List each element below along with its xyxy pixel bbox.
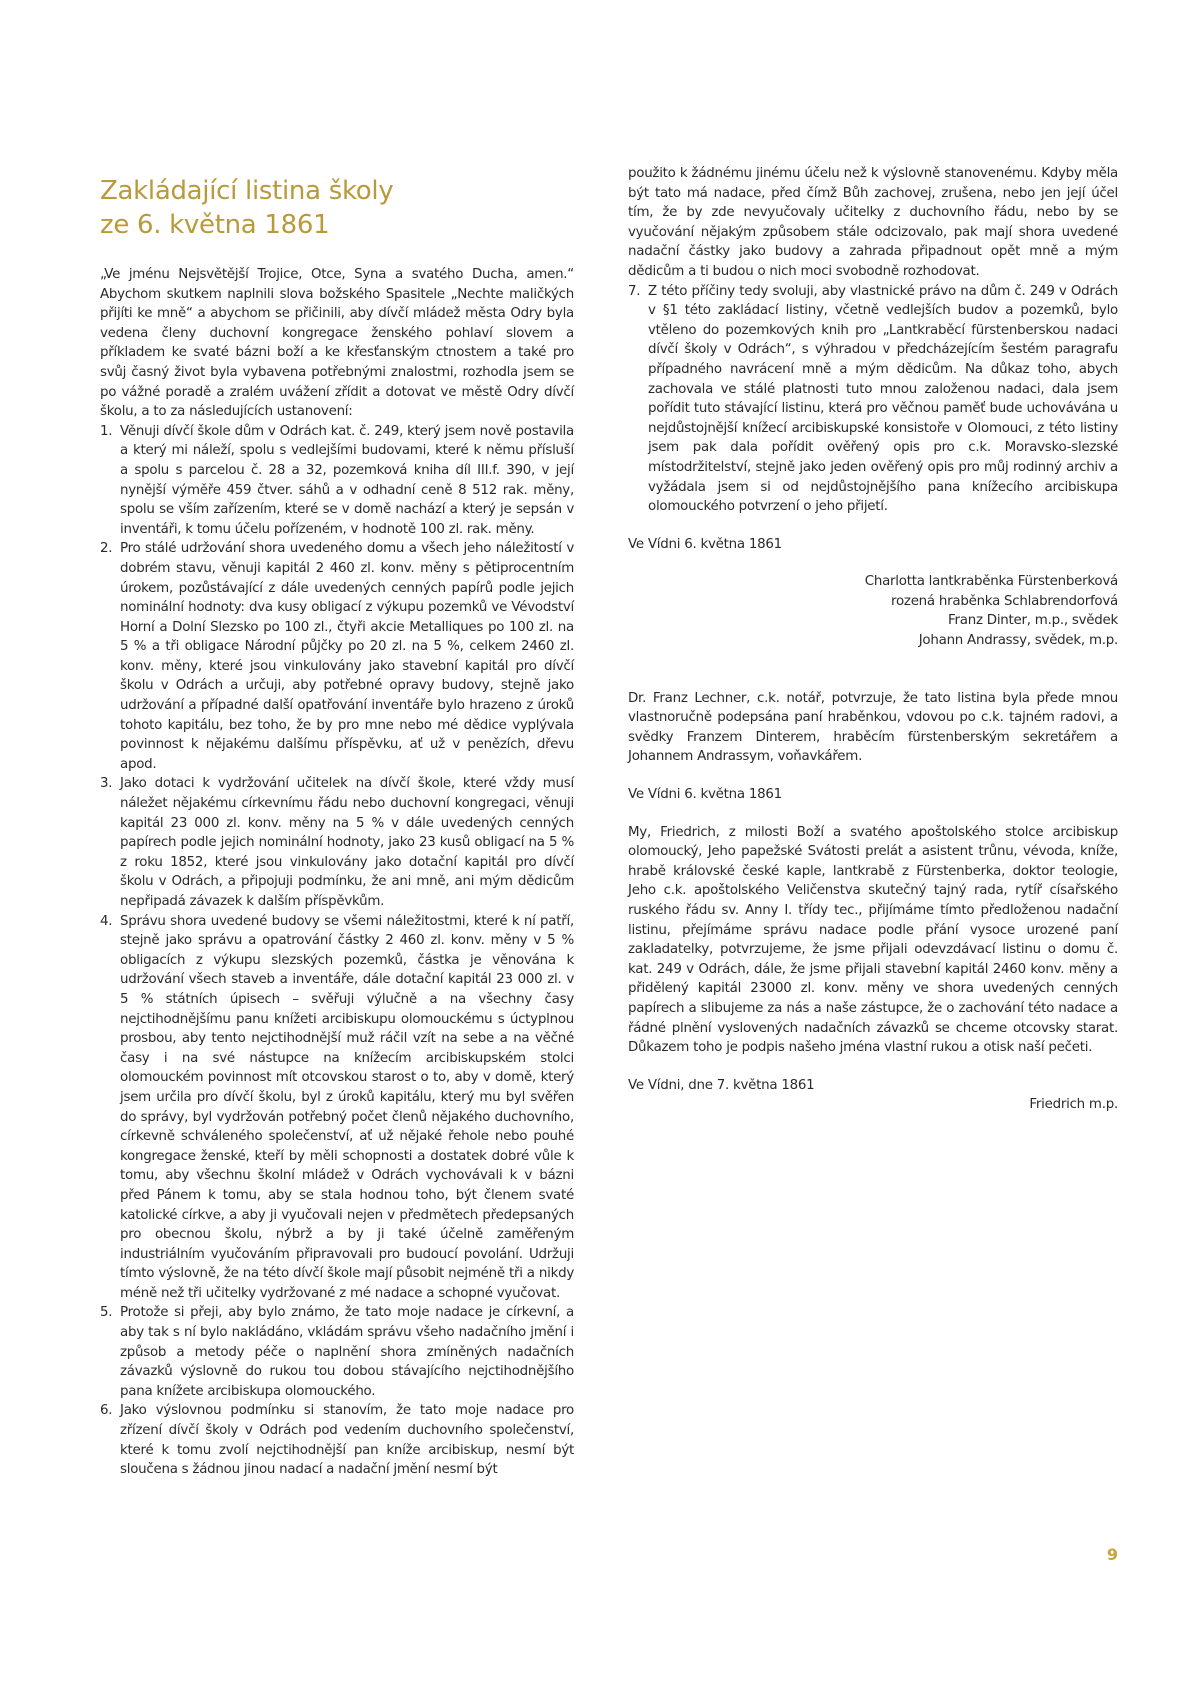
page-title [100, 174, 620, 242]
signature-block [628, 572, 1118, 650]
intro-paragraph: „Ve jménu Nejsvětější Trojice, Otce, Syna a svatého Ducha, amen.“ Abychom skutkem naplnili slova božského Spasitele „Nechte maličkých přijíti ke mně“ a abychom se přičinili, aby dívčí mládež města Odry byla vedena členy duchovní kongregace ženského pohlaví slovem a příkladem ke svaté bázni boží a ke křesťanským ctnostem a také pro svůj časný život byla vybavena potřebnými znalostmi, rozhodla jsem se po vážné poradě a zralém uvážení zřídit a dotovat ve městě Odry dívčí školu, a to za následujících ustanovení: [100, 267, 574, 420]
left-column [100, 265, 574, 1480]
date-line: Ve Vídni, dne 7. května 1861 [628, 1077, 815, 1093]
title-line-2: ze 6. května 1861 [100, 210, 330, 240]
continuation-paragraph: použito k žádnému jinému účelu než k výslovně stanovenému. Kdyby měla být tato má nadace, před čímž Bůh zachovej, zrušena, nebo jen její účel tím, že by zde nevyučovaly učitelky z duchovního řádu, nebo by se vyučování nějakým způsobem stále odcizovalo, pak mají shora uvedené nadační částky jako budovy a zahrada připadnout opět mně a mým dědicům a ti budou o nich moci svobodně rozhodovat. [628, 166, 1118, 279]
clause-number: 5. [100, 1305, 113, 1321]
right-column [628, 164, 1118, 1115]
clause-text: Z této příčiny tedy svoluji, aby vlastnické právo na dům č. 249 v Odrách v §1 této zakládací listiny, včetně vedlejších budov a pozemků, bylo vtěleno do pozemkových knih pro „Lantkraběcí fürstenberskou nadaci dívčí školy v Odrách“, s výhradou v předcházejícím šestém paragrafu případného navrácení mně a mým dědicům. Na důkaz toho, abych zachovala ve stálé platnosti tuto mnou založenou nadaci, dala jsem pořídit tuto stávající listinu, která pro věčnou paměť bude uchovávána u nejdůstojnější knížecí arcibiskupské konsistoře v Olomouci, z této listiny jsem pak dala pořídit ověřený opis pro c.k. Moravsko-slezské místodržitelství, stejně jako jeden ověřený opis pro můj rodinný archiv a vyžádala jsem si od nejdůstojnějšího pana knížecího arcibiskupa olomouckého potvrzení o jeho přijetí. [648, 283, 1118, 515]
clause-text: Věnuji dívčí škole dům v Odrách kat. č. 249, který jsem nově postavila a který mi náleží, spolu s vedlejšími budovami, které k němu přísluší a spolu s parcelou č. 28 a 32, pozemková kniha díl III.f. 390, v její nynější výměře 459 čtver. sáhů a v odhadní ceně 8 512 rak. měny, spolu se vším zařízením, které se v domě nachází a který je sepsán v inventáři, k tomu účelu pořízeném, v hodnotě 100 zl. rak. měny. [120, 423, 574, 537]
clause-item [628, 282, 1118, 517]
title-line-1: Zakládající listina školy [100, 176, 394, 206]
clause-list [100, 422, 574, 1480]
notary-paragraph: Dr. Franz Lechner, c.k. notář, potvrzuje, že tato listina byla přede mnou vlastnoručně podepsána paní hraběnkou, vdovou po c.k. tajném radovi, a svědky Franzem Dinterem, hraběcím fürstenberským sekretářem a Johannem Andrassym, voňavkářem. [628, 690, 1118, 765]
clause-number: 4. [100, 913, 113, 929]
archbishop-paragraph: My, Friedrich, z milosti Boží a svatého apoštolského stolce arcibiskup olomoucký, Jeho papežské Svátosti prelát a asistent trůnu, vévoda, kníže, hrabě královské české kaple, lantkrabě z Fürstenberka, doktor teologie, Jeho c.k. apoštolského Veličenstva skutečný tajný rada, rytíř císařského ruského řádu sv. Anny I. třídy tec., přijímáme tímto předloženou nadační listinu, přejímáme správu nadace podle přání vysoce urozené paní zakladatelky, potvrzujeme, že jsme přijali odevzdávací listinu o domu č. kat. 249 v Odrách, dále, že jsme přijali stavební kapitál 2460 konv. měny a přidělený kapitál 23000 zl. konv. měny ve shora uvedených cenných papírech a slibujeme za nás a naše zástupce, že o zachování této nadace a řádné plnění vyslovených nadačních závazků se chceme otcovsky starat. Důkazem toho je podpis našeho jména vlastní rukou a otisk naší pečeti. [628, 824, 1118, 1056]
date-line: Ve Vídni 6. května 1861 [628, 536, 782, 552]
clause-number: 3. [100, 776, 113, 792]
clause-list-continued [628, 282, 1118, 517]
clause-item [100, 422, 574, 540]
clause-item [100, 539, 574, 774]
signature-line: Charlotta lantkraběnka Fürstenberková [864, 574, 1118, 590]
clause-text: Jako dotaci k vydržování učitelek na dívčí škole, které vždy musí náležet nějakému církevnímu řádu nebo duchovní kongregaci, věnuji kapitál 23 000 zl. konv. měny na 5 % v dále uvedených cenných papírech podle jejich nominální hodnoty, jako 23 kusů obligací na 5 % z roku 1852, které jsou vinkulovány jako dotační kapitál pro dívčí školu v Odrách, a připojuji podmínku, že ani mně, ani mým dědicům nepřipadá závazek k dalším příspěvkům. [120, 776, 574, 909]
final-signature: Friedrich m.p. [1029, 1097, 1118, 1113]
signature-line: rozená hraběnka Schlabrendorfová [891, 593, 1118, 609]
clause-text: Jako výslovnou podmínku si stanovím, že tato moje nadace pro zřízení dívčí školy v Odrách pod vedením duchovního společenství, které k tomu zvolí nejctihodnější pan kníže arcibiskup, nesmí být sloučena s žádnou jinou nadací a nadační jmění nesmí být [120, 1403, 574, 1478]
clause-text: Pro stálé udržování shora uvedeného domu a všech jeho náležitostí v dobrém stavu, věnuji kapitál 2 460 zl. konv. měny s pětiprocentním úrokem, pozůstávající z dále uvedených cenných papírů podle jejich nominální hodnoty: dva kusy obligací z výkupu pozemků ve Vévodství Horní a Dolní Slezsko po 100 zl., čtyři akcie Metalliques po 100 zl. na 5 % a tři obligace Národní půjčky po 20 zl. na 5 %, celkem 2460 zl. konv. měny, které jsou vinkulovány jako stavební kapitál pro dívčí školu v Odrách a určuji, aby potřebné opravy budovy, stejně jako udržování a případné další opatřování inventáře bylo hrazeno z úroků tohoto kapitálu, bez toho, že by pro mne nebo mé dědice vyplývala povinnost k nějakému dalšímu příspěvku, ať už v penězích, dřevu apod. [120, 541, 574, 772]
clause-number: 1. [100, 423, 113, 439]
clause-number: 7. [628, 283, 641, 299]
date-line: Ve Vídni 6. května 1861 [628, 787, 782, 803]
clause-number: 2. [100, 541, 113, 557]
clause-text: Protože si přeji, aby bylo známo, že tato moje nadace je církevní, a aby tak s ní bylo nakládáno, vkládám správu všeho nadačního jmění i způsob a metody péče o naplnění shora zmíněných nadačních závazků výslovně do rukou tou dobou stávajícího nejctihodnějšího pana knížete arcibiskupa olomouckého. [120, 1305, 574, 1399]
signature-line: Johann Andrassy, svědek, m.p. [918, 633, 1118, 649]
signature-line: Franz Dinter, m.p., svědek [948, 613, 1118, 629]
clause-text: Správu shora uvedené budovy se všemi náležitostmi, které k ní patří, stejně jako správu a opatrování částky 2 460 zl. konv. měny v 5 % obligacích z výkupu slezských pozemků, částka je věnována k udržování všech staveb a inventáře, dále dotační kapitál 23 000 zl. v 5 % státních úpisech – svěřuji výlučně a na všechny časy nejctihodnějšímu panu knížeti arcibiskupu olomouckému s úctyplnou prosbou, aby tento nejctihodnější muž ráčil vzít na sebe a na věčné časy i na své nástupce na knížecím arcibiskupském stolci olomouckém povinnost mít otcovskou starost o to, aby v domě, který jsem určila pro dívčí školu, byl z úroků kapitálu, který mu byl svěřen do správy, byl vydržován potřebný počet členů nějakého duchovního, církevně schváleného společenství, ať už nějaké řehole nebo pouhé kongregace ženské, kteří by měli schopnosti a dostatek dobré vůle k tomu, aby všechnu školní mládež v Odrách vychovávali k v bázni před Pánem k tomu, aby se stala hodnou toho, být členem svaté katolické církve, a aby ji vyučovali nejen v předmětech předepsaných pro obecnou školu, nýbrž a by ji také účelně zaměřeným industriálním vyučováním připravovali pro budoucí povolání. Udržuji tímto výslovně, že na této dívčí škole mají působit nejméně tři a nikdy méně než tři učitelky vydržované z mé nadace a schopné vyučovat. [120, 913, 574, 1301]
clause-item [100, 912, 574, 1304]
clause-item [100, 1303, 574, 1401]
clause-number: 6. [100, 1403, 113, 1419]
clause-item [100, 774, 574, 911]
clause-item [100, 1401, 574, 1479]
page-number: 9 [1106, 1545, 1118, 1564]
